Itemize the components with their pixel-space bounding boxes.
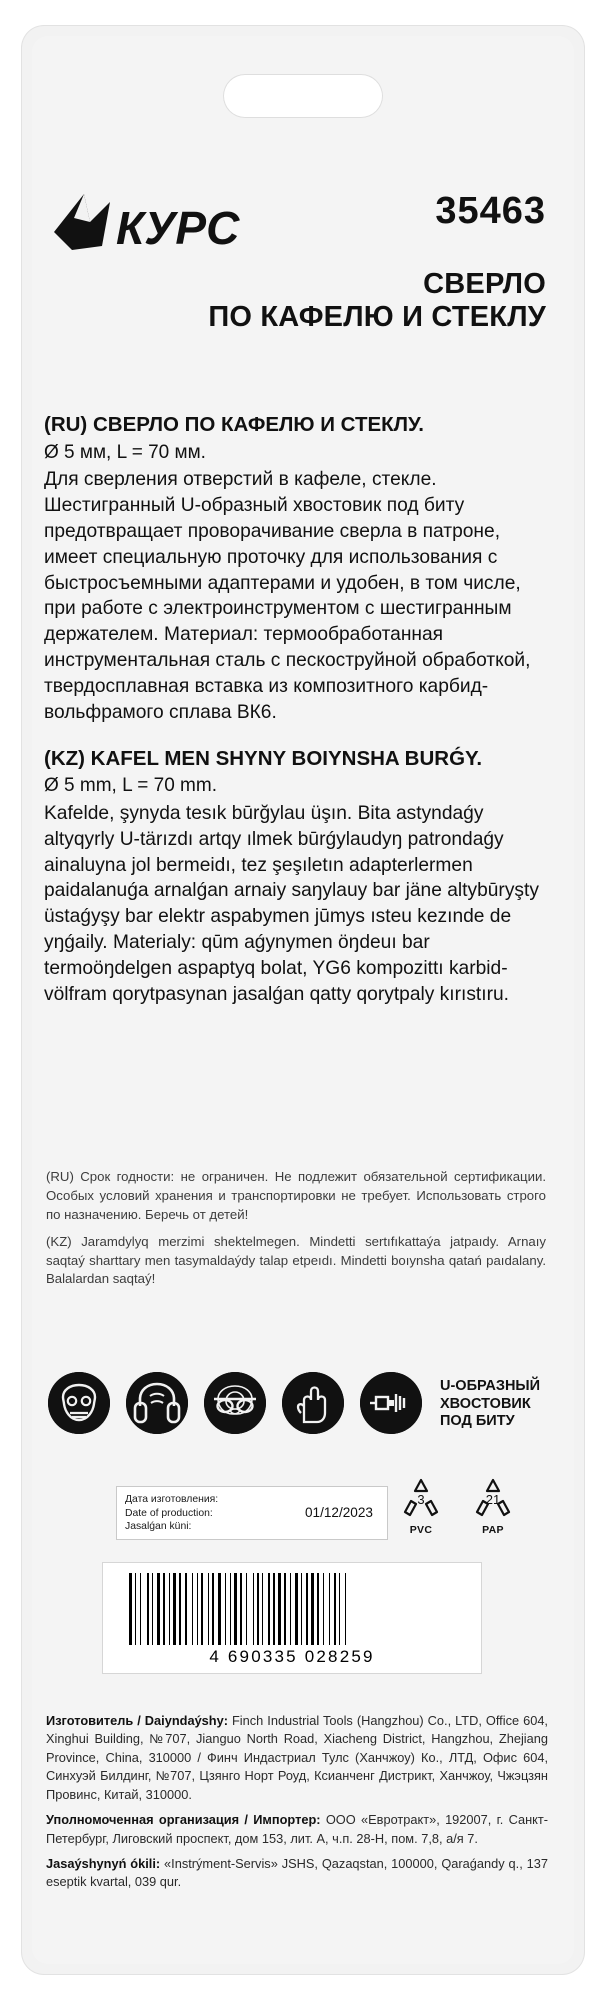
hex-shank-icon — [360, 1372, 422, 1434]
recycling-caption-pvc: PVC — [409, 1524, 433, 1536]
brand-logo — [44, 188, 294, 264]
importer-line — [46, 1811, 548, 1848]
shank-note-line1: U-ОБРАЗНЫЙ — [440, 1378, 541, 1394]
production-label-en: Date of production: — [125, 1507, 213, 1519]
recycling-number-pap: 21 — [485, 1492, 501, 1507]
importer-label: Уполномоченная организация / Импортер: — [46, 1812, 321, 1828]
description-section — [44, 412, 554, 1008]
shank-note — [440, 1378, 540, 1431]
recycling-number-pvc: 3 — [417, 1492, 425, 1507]
description-ru — [44, 412, 554, 726]
shank-note-line3: ПОД БИТУ — [440, 1413, 515, 1430]
importer-text: ООО «Евротракт», 192007, г. Санкт-Петербург, Лиговский проспект, дом 153, лит. А, ч.п. 28-Н, пом. 7,8, а/я 7. — [46, 1812, 549, 1846]
kz-dimensions: Ø 5 mm, L = 70 mm. — [44, 775, 217, 797]
respirator-icon — [48, 1372, 110, 1434]
label-header — [44, 182, 564, 334]
logo-row — [44, 182, 564, 268]
manufacturer-text: Finch Industrial Tools (Hangzhou) Co., LTD, Office 604, Xinghui Building, №707, Jianguo North Road, Xiacheng District, Hangzhou, Zhejiang Province, China, 310000 / Финч Индастриал Тулс (Ханчжоу) Ко., ЛТД, Офис 604, Синхуэй Билдинг, №707, Цзянго Норт Роуд, Ксианченг Дистрикт, Ханчжоу, Чжэцзян Провинс, Китай, 310000. — [46, 1713, 548, 1802]
product-title-line1: СВЕРЛО — [423, 268, 546, 300]
safety-glasses-icon — [204, 1372, 266, 1434]
ru-body: Для сверления отверстий в кафеле, стекле. Шестигранный U-образный хвостовик под биту предотвращает проворачивание сверла в патроне, имеет специальную проточку для использования с быстросъемными адаптерами и удобен, в том числе, при работе с электроинструментом с шестигранным держателем. Материал: термообработанная инструментальная сталь с пескоструйной обработкой, твердосплавная вставка из композитного карбид-вольфрамого сплава ВК6. — [44, 469, 531, 723]
svg-text:КУРС: КУРС — [116, 202, 240, 254]
kz-body: Kafelde, şynyda tesık būrğylau üşın. Bita astyndaǵy altyqyrly U-tärızdı artqy ılmek būrǵylaudyŋ patrondaǵy ainaluyna jol bermeidı, tez şeşıletın adapterlermen paidalanuǵa arnalǵan arnaiy saŋylauy bar jäne altybūryşty üstaǵyşy bar elektr aspabymen jūmys ısteu kezınde de yŋǵaily. Materialy: qūm aǵynymen öŋdeuı bar termoöŋdelgen aspaptyq bolat, YG6 kompozittı karbid-völfram qorytpasynan jasalǵan qatty qorytpaly kırıstıru. — [44, 802, 539, 1005]
production-date-labels — [125, 1493, 218, 1534]
manufacturer-label: Изготовитель / Daiyndaýshy: — [46, 1713, 228, 1728]
ru-dimensions: Ø 5 мм, L = 70 мм. — [44, 441, 206, 463]
barcode-box — [102, 1562, 482, 1674]
production-label-kz: Jasalǵan küni: — [125, 1521, 192, 1533]
barcode-bars — [129, 1573, 455, 1645]
ru-heading: (RU) СВЕРЛО ПО КАФЕЛЮ И СТЕКЛУ. — [44, 413, 424, 436]
fine-print-kz: (KZ) Jaramdylyq merzimi shektelmegen. Mindetti sertıfıkattaýa jatpaıdy. Arnaıy saqtaý sharttary men tasymaldaýdy talap etpeıdı. Mindetti boıynsha qatań paıdalany. Balalardan saqtaý! — [46, 1233, 546, 1287]
kz-org-label: Jasaýshynyń ókili: — [46, 1855, 161, 1871]
kz-org-line — [46, 1855, 548, 1892]
legal-section — [46, 1712, 548, 1899]
production-date-value: 01/12/2023 — [304, 1505, 373, 1520]
manufacturer-line — [46, 1712, 548, 1804]
fine-print-ru: (RU) Срок годности: не ограничен. Не подлежит обязательной сертификации. Особых условий хранения и транспортировки не требует. Использовать строго по назначению. Беречь от детей! — [46, 1169, 546, 1222]
barcode-digits: 4 690335 028259 — [209, 1647, 375, 1666]
recycling-mark-pvc — [392, 1476, 450, 1536]
description-kz — [44, 746, 554, 1008]
euro-hang-hole — [223, 74, 383, 118]
sku-number: 35463 — [435, 190, 546, 232]
production-date-box — [116, 1486, 388, 1540]
shank-note-line2: ХВОСТОВИК — [440, 1395, 531, 1412]
kz-org-text: «Instrýment-Servis» JSHS, Qazaqstan, 100000, Qaraǵandy q., 137 eseptik kvartal, 039 qur. — [46, 1855, 548, 1890]
production-label-ru: Дата изготовления: — [125, 1494, 219, 1505]
ear-protection-icon — [126, 1372, 188, 1434]
recycling-caption-pap: PAP — [482, 1524, 504, 1536]
gloves-icon — [282, 1372, 344, 1434]
recycling-mark-pap — [464, 1476, 522, 1536]
recycling-marks — [392, 1476, 542, 1542]
product-title-line2: ПО КАФЕЛЮ И СТЕКЛУ — [208, 301, 546, 334]
pictogram-row — [48, 1372, 548, 1442]
kz-heading: (KZ) KAFEL MEN SHYNY BOIYNSHA BURǴY. — [44, 746, 483, 770]
product-title — [146, 268, 546, 334]
fine-print-section — [46, 1168, 546, 1297]
